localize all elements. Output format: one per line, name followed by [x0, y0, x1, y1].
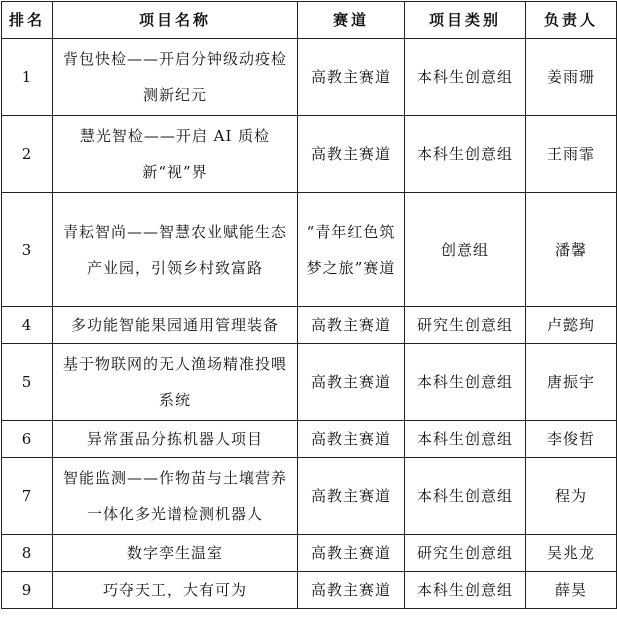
track-cell: 高教主赛道	[298, 572, 405, 609]
category-cell: 本科生创意组	[405, 572, 526, 609]
project-name-cell: 智能监测——作物苗与土壤营养一体化多光谱检测机器人	[53, 458, 298, 535]
track-cell: 高教主赛道	[298, 458, 405, 535]
category-cell: 本科生创意组	[405, 344, 526, 421]
ranking-table	[1, 1, 617, 609]
rank-cell: 4	[2, 307, 53, 344]
category-cell: 本科生创意组	[405, 116, 526, 193]
category-cell: 创意组	[405, 193, 526, 307]
leader-cell: 吴兆龙	[526, 535, 617, 572]
table-row	[2, 572, 617, 609]
track-cell: 高教主赛道	[298, 307, 405, 344]
track-cell: “青年红色筑梦之旅”赛道	[298, 193, 405, 307]
table-row	[2, 535, 617, 572]
project-name-cell: 青耘智尚——智慧农业赋能生态产业园，引领乡村致富路	[53, 193, 298, 307]
leader-cell: 唐振宇	[526, 344, 617, 421]
rank-cell: 1	[2, 39, 53, 116]
table-row	[2, 344, 617, 421]
header-category: 项目类别	[405, 2, 526, 39]
rank-cell: 5	[2, 344, 53, 421]
table-row	[2, 458, 617, 535]
leader-cell: 薛昊	[526, 572, 617, 609]
project-name-cell: 数字孪生温室	[53, 535, 298, 572]
project-name-cell: 背包快检——开启分钟级动疫检测新纪元	[53, 39, 298, 116]
rank-cell: 9	[2, 572, 53, 609]
leader-cell: 李俊哲	[526, 421, 617, 458]
header-rank: 排名	[2, 2, 53, 39]
table-row	[2, 193, 617, 307]
track-cell: 高教主赛道	[298, 116, 405, 193]
track-cell: 高教主赛道	[298, 535, 405, 572]
project-name-cell: 慧光智检——开启 AI 质检新“视”界	[53, 116, 298, 193]
track-cell: 高教主赛道	[298, 344, 405, 421]
project-name-cell: 多功能智能果园通用管理装备	[53, 307, 298, 344]
table-row	[2, 39, 617, 116]
leader-cell: 潘馨	[526, 193, 617, 307]
category-cell: 研究生创意组	[405, 535, 526, 572]
leader-cell: 王雨霏	[526, 116, 617, 193]
rank-cell: 2	[2, 116, 53, 193]
table-row	[2, 421, 617, 458]
leader-cell: 卢懿珣	[526, 307, 617, 344]
rank-cell: 3	[2, 193, 53, 307]
track-cell: 高教主赛道	[298, 39, 405, 116]
category-cell: 本科生创意组	[405, 458, 526, 535]
table-row	[2, 307, 617, 344]
project-name-cell: 巧夺天工，大有可为	[53, 572, 298, 609]
leader-cell: 程为	[526, 458, 617, 535]
rank-cell: 7	[2, 458, 53, 535]
header-leader: 负责人	[526, 2, 617, 39]
leader-cell: 姜雨珊	[526, 39, 617, 116]
project-name-cell: 基于物联网的无人渔场精准投喂系统	[53, 344, 298, 421]
project-name-cell: 异常蛋品分拣机器人项目	[53, 421, 298, 458]
header-row	[2, 2, 617, 39]
category-cell: 研究生创意组	[405, 307, 526, 344]
track-cell: 高教主赛道	[298, 421, 405, 458]
category-cell: 本科生创意组	[405, 421, 526, 458]
table-row	[2, 116, 617, 193]
rank-cell: 8	[2, 535, 53, 572]
category-cell: 本科生创意组	[405, 39, 526, 116]
header-track: 赛道	[298, 2, 405, 39]
header-name: 项目名称	[53, 2, 298, 39]
rank-cell: 6	[2, 421, 53, 458]
